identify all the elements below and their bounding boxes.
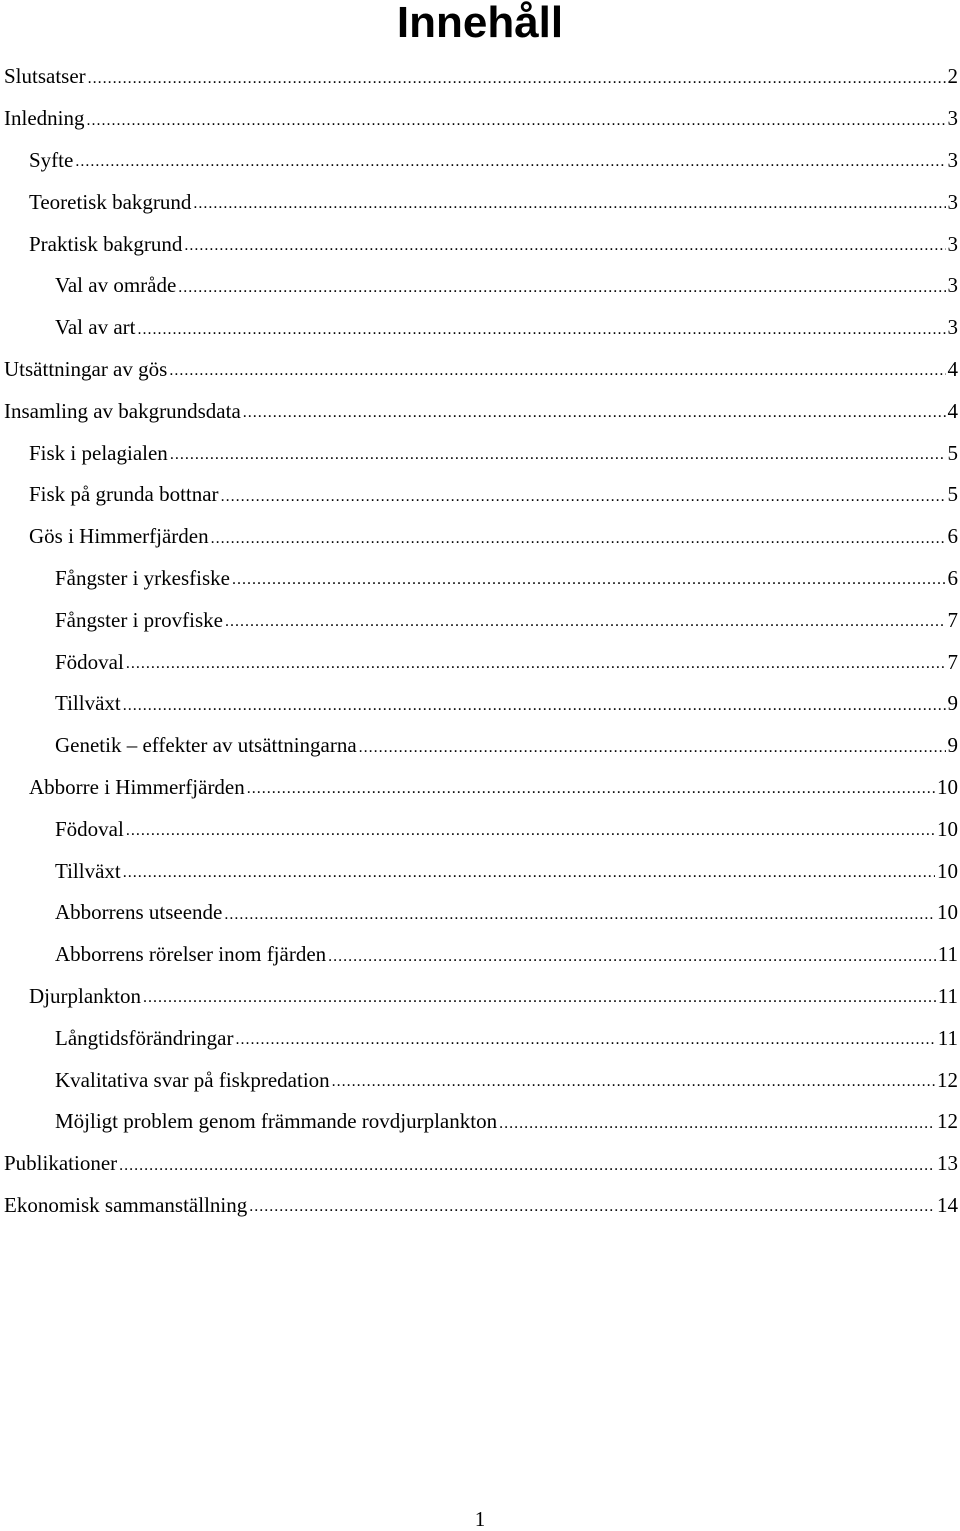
toc-dot-leader	[123, 698, 946, 714]
toc-entry[interactable]	[4, 767, 960, 809]
toc-dot-leader	[247, 781, 935, 797]
toc-dot-leader	[88, 71, 946, 87]
toc-entry-page: 9	[947, 691, 958, 716]
toc-dot-leader	[243, 405, 946, 421]
toc-entry[interactable]	[4, 181, 960, 223]
toc-entry[interactable]	[4, 683, 960, 725]
toc-entry[interactable]	[4, 516, 960, 558]
toc-entry-page: 9	[947, 733, 958, 758]
toc-entry-label: Abborre i Himmerfjärden	[29, 774, 245, 799]
toc-dot-leader	[169, 363, 945, 379]
toc-entry[interactable]	[4, 934, 960, 976]
toc-entry-page: 14	[937, 1192, 958, 1217]
toc-dot-leader	[499, 1116, 935, 1132]
toc-entry-label: Insamling av bakgrundsdata	[4, 398, 241, 423]
toc-entry-page: 4	[947, 356, 958, 381]
toc-entry[interactable]	[4, 599, 960, 641]
toc-dot-leader	[211, 531, 946, 547]
toc-dot-leader	[235, 1032, 935, 1048]
toc-entry[interactable]	[4, 1143, 960, 1185]
toc-entry-page: 11	[937, 983, 958, 1008]
toc-dot-leader	[86, 113, 945, 129]
toc-entry-page: 5	[947, 482, 958, 507]
toc-entry-label: Teoretisk bakgrund	[29, 189, 192, 214]
toc-entry[interactable]	[4, 98, 960, 140]
toc-entry-page: 12	[937, 1067, 958, 1092]
toc-entry-page: 3	[947, 189, 958, 214]
toc-entry-page: 12	[937, 1109, 958, 1134]
toc-entry-page: 2	[947, 64, 958, 89]
toc-entry-label: Gös i Himmerfjärden	[29, 524, 209, 549]
toc-entry[interactable]	[4, 558, 960, 600]
toc-entry-page: 10	[937, 816, 958, 841]
toc-entry[interactable]	[4, 432, 960, 474]
toc-dot-leader	[332, 1074, 935, 1090]
toc-entry-label: Fångster i yrkesfiske	[55, 565, 230, 590]
toc-entry-page: 3	[947, 147, 958, 172]
toc-entry[interactable]	[4, 976, 960, 1018]
toc-dot-leader	[221, 489, 946, 505]
toc-entry-label: Fisk på grunda bottnar	[29, 482, 219, 507]
toc-entry[interactable]	[4, 474, 960, 516]
toc-entry-page: 11	[937, 1025, 958, 1050]
toc-entry-label: Ekonomisk sammanställning	[4, 1192, 248, 1217]
toc-dot-leader	[137, 322, 945, 338]
toc-entry-page: 3	[947, 231, 958, 256]
toc-dot-leader	[126, 656, 946, 672]
toc-entry[interactable]	[4, 725, 960, 767]
toc-entry-label: Publikationer	[4, 1151, 118, 1176]
toc-entry-page: 4	[947, 398, 958, 423]
toc-dot-leader	[359, 740, 946, 756]
toc-entry-label: Inledning	[4, 106, 85, 131]
toc-dot-leader	[193, 196, 945, 212]
toc-entry-page: 6	[947, 565, 958, 590]
toc-entry[interactable]	[4, 1017, 960, 1059]
toc-dot-leader	[249, 1199, 935, 1215]
toc-entry-label: Abborrens rörelser inom fjärden	[55, 942, 327, 967]
toc-entry-page: 10	[937, 774, 958, 799]
toc-dot-leader	[123, 865, 935, 881]
toc-entry-label: Födoval	[55, 649, 124, 674]
toc-dot-leader	[232, 572, 946, 588]
toc-entry[interactable]	[4, 349, 960, 391]
toc-entry-label: Långtidsförändringar	[55, 1025, 234, 1050]
toc-entry[interactable]	[4, 1059, 960, 1101]
toc-entry[interactable]	[4, 223, 960, 265]
table-of-contents	[4, 56, 960, 1226]
toc-entry[interactable]	[4, 1101, 960, 1143]
toc-dot-leader	[126, 823, 935, 839]
toc-entry-page: 5	[947, 440, 958, 465]
toc-entry-label: Syfte	[29, 147, 74, 172]
toc-entry[interactable]	[4, 265, 960, 307]
toc-entry-label: Tillväxt	[55, 691, 121, 716]
toc-entry-label: Fångster i provfiske	[55, 607, 223, 632]
toc-entry[interactable]	[4, 140, 960, 182]
page-title: Innehåll	[396, 0, 564, 47]
toc-entry-label: Möjligt problem genom främmande rovdjurplankton	[55, 1109, 498, 1134]
toc-entry-label: Praktisk bakgrund	[29, 231, 183, 256]
toc-entry-label: Fisk i pelagialen	[29, 440, 168, 465]
toc-dot-leader	[224, 907, 935, 923]
toc-dot-leader	[170, 447, 946, 463]
toc-entry[interactable]	[4, 641, 960, 683]
toc-entry-label: Utsättningar av gös	[4, 356, 168, 381]
toc-dot-leader	[328, 949, 936, 965]
toc-entry-label: Val av art	[55, 315, 136, 340]
toc-entry[interactable]	[4, 850, 960, 892]
toc-entry[interactable]	[4, 1185, 960, 1227]
toc-entry-label: Slutsatser	[4, 64, 86, 89]
toc-entry-page: 3	[947, 273, 958, 298]
toc-dot-leader	[178, 280, 945, 296]
toc-entry-page: 3	[947, 315, 958, 340]
toc-entry-label: Abborrens utseende	[55, 900, 223, 925]
toc-entry-page: 7	[947, 649, 958, 674]
toc-entry[interactable]	[4, 892, 960, 934]
toc-dot-leader	[184, 238, 945, 254]
toc-entry-page: 11	[937, 942, 958, 967]
toc-entry[interactable]	[4, 808, 960, 850]
toc-entry[interactable]	[4, 56, 960, 98]
toc-entry-page: 7	[947, 607, 958, 632]
toc-entry-page: 13	[937, 1151, 958, 1176]
toc-entry-page: 10	[937, 900, 958, 925]
toc-dot-leader	[75, 154, 945, 170]
toc-dot-leader	[119, 1158, 935, 1174]
toc-entry[interactable]	[4, 307, 960, 349]
toc-entry[interactable]	[4, 390, 960, 432]
toc-entry-label: Födoval	[55, 816, 124, 841]
toc-dot-leader	[143, 990, 936, 1006]
toc-entry-page: 10	[937, 858, 958, 883]
toc-entry-label: Kvalitativa svar på fiskpredation	[55, 1067, 330, 1092]
toc-entry-label: Djurplankton	[29, 983, 141, 1008]
toc-entry-page: 6	[947, 524, 958, 549]
toc-dot-leader	[225, 614, 946, 630]
page-number: 1	[474, 1507, 486, 1531]
toc-entry-label: Genetik – effekter av utsättningarna	[55, 733, 357, 758]
toc-entry-page: 3	[947, 106, 958, 131]
toc-entry-label: Val av område	[55, 273, 177, 298]
toc-entry-label: Tillväxt	[55, 858, 121, 883]
